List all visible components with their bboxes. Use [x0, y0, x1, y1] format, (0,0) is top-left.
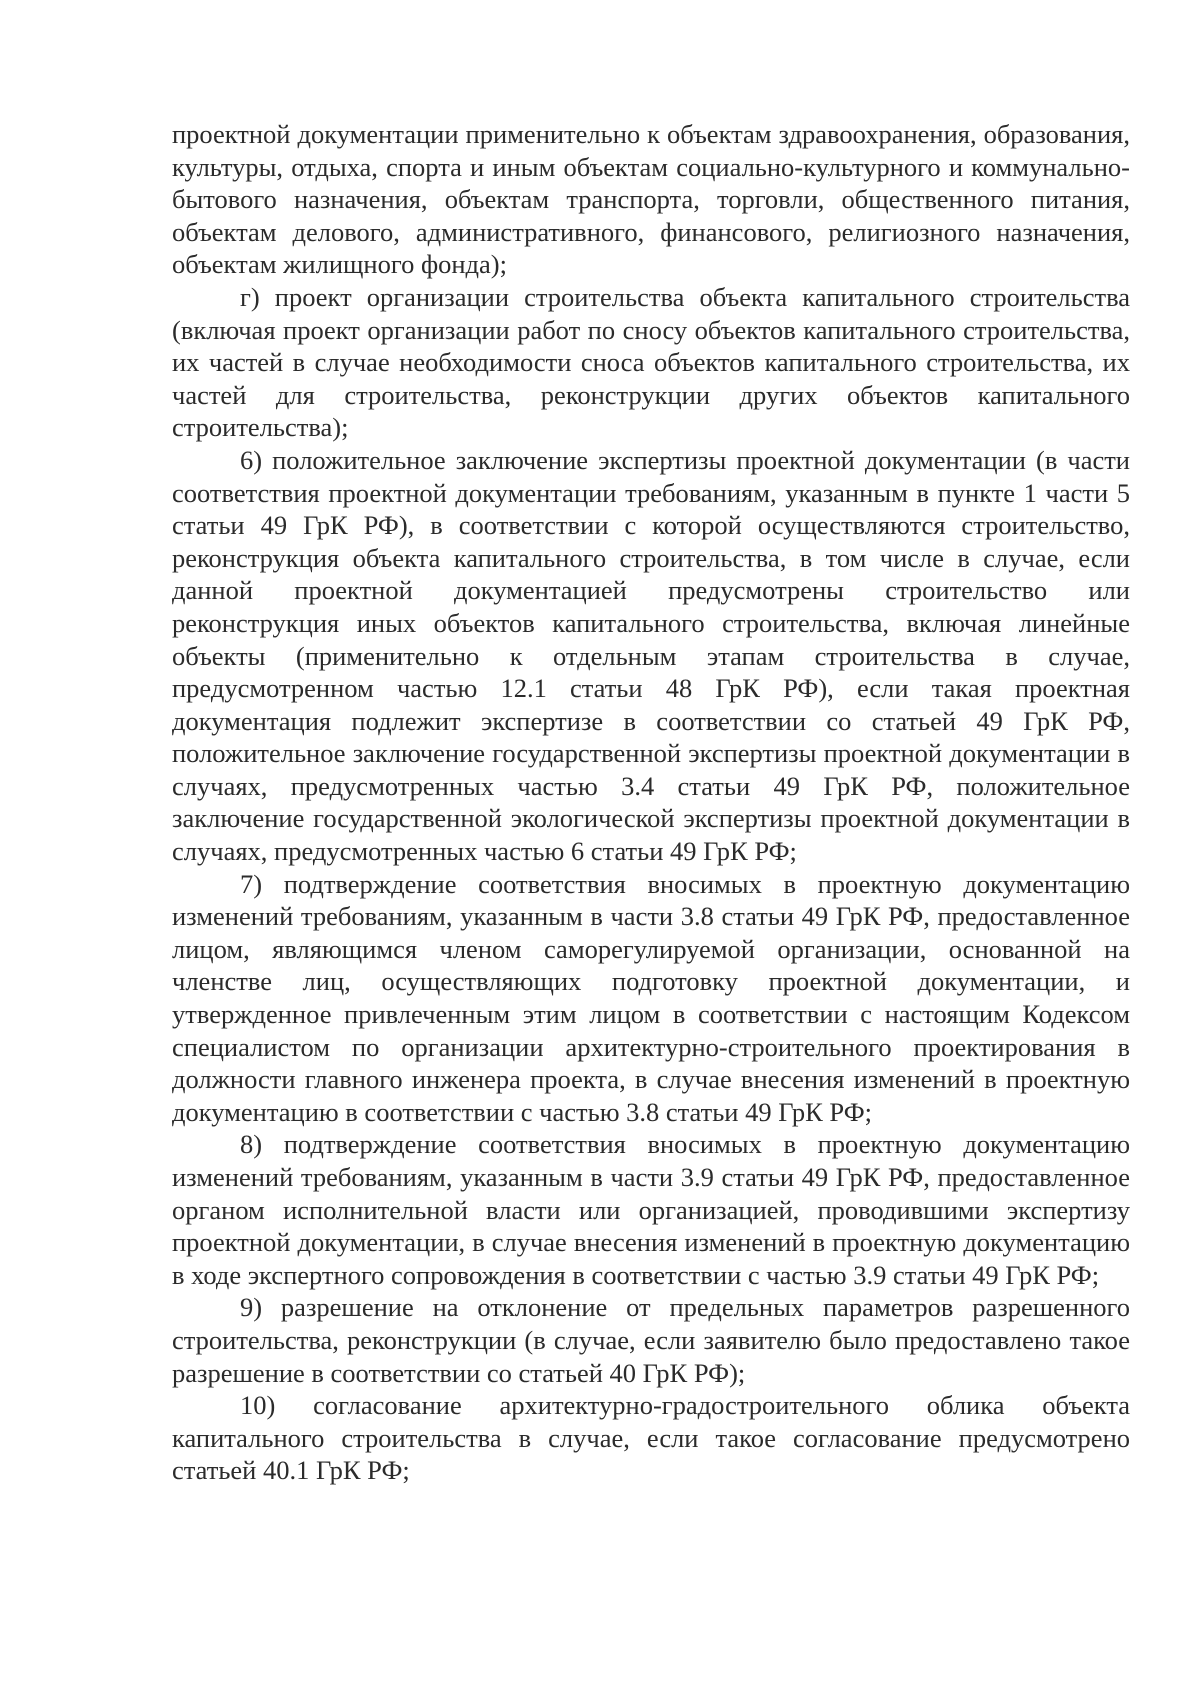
- paragraph-item-8: 8) подтверждение соответствия вносимых в проектную документацию изменений требованиям, указанным в части 3.9 статьи 49 ГрК РФ, предоставленное органом исполнительной власти или организацией, проводившими экспертизу проектной документации, в случае внесения изменений в проектную документацию в ходе экспертного сопровождения в соответствии с частью 3.9 статьи 49 ГрК РФ;: [172, 1129, 1130, 1290]
- paragraph-item-9: 9) разрешение на отклонение от предельных параметров разрешенного строительства, реконструкции (в случае, если заявителю было предоставлено такое разрешение в соответствии со статьей 40 ГрК РФ);: [172, 1292, 1130, 1388]
- paragraph-item-g: г) проект организации строительства объекта капитального строительства (включая проект организации работ по сносу объектов капитального строительства, их частей в случае необходимости сноса объектов капитального строительства, их частей для строительства, реконструкции других объектов капитального строительства);: [172, 281, 1130, 443]
- paragraph-continuation: проектной документации применительно к объектам здравоохранения, образования, культуры, отдыха, спорта и иным объектам социально-культурного и коммунально-бытового назначения, объектам транспорта, торговли, общественного питания, объектам делового, административного, финансового, религиозного назначения, объектам жилищного фонда);: [172, 119, 1130, 280]
- paragraph-item-10: 10) согласование архитектурно-градостроительного облика объекта капитального строительства в случае, если такое согласование предусмотрено статьей 40.1 ГрК РФ;: [172, 1390, 1130, 1486]
- document-body: [172, 118, 1130, 1487]
- paragraph-item-6: 6) положительное заключение экспертизы проектной документации (в части соответствия проектной документации требованиям, указанным в пункте 1 части 5 статьи 49 ГрК РФ), в соответствии с которой осуществляются строительство, реконструкция объекта капитального строительства, в том числе в случае, если данной проектной документацией предусмотрены строительство или реконструкция иных объектов капитального строительства, включая линейные объекты (применительно к отдельным этапам строительства в случае, предусмотренном частью 12.1 статьи 48 ГрК РФ), если такая проектная документация подлежит экспертизе в соответствии со статьей 49 ГрК РФ, положительное заключение государственной экспертизы проектной документации в случаях, предусмотренных частью 3.4 статьи 49 ГрК РФ, положительное заключение государственной экологической экспертизы проектной документации в случаях, предусмотренных частью 6 статьи 49 ГрК РФ;: [172, 444, 1130, 867]
- paragraph-item-7: 7) подтверждение соответствия вносимых в проектную документацию изменений требованиям, указанным в части 3.8 статьи 49 ГрК РФ, предоставленное лицом, являющимся членом саморегулируемой организации, основанной на членстве лиц, осуществляющих подготовку проектной документации, и утвержденное привлеченным этим лицом в соответствии с настоящим Кодексом специалистом по организации архитектурно-строительного проектирования в должности главного инженера проекта, в случае внесения изменений в проектную документацию в соответствии с частью 3.8 статьи 49 ГрК РФ;: [172, 868, 1130, 1127]
